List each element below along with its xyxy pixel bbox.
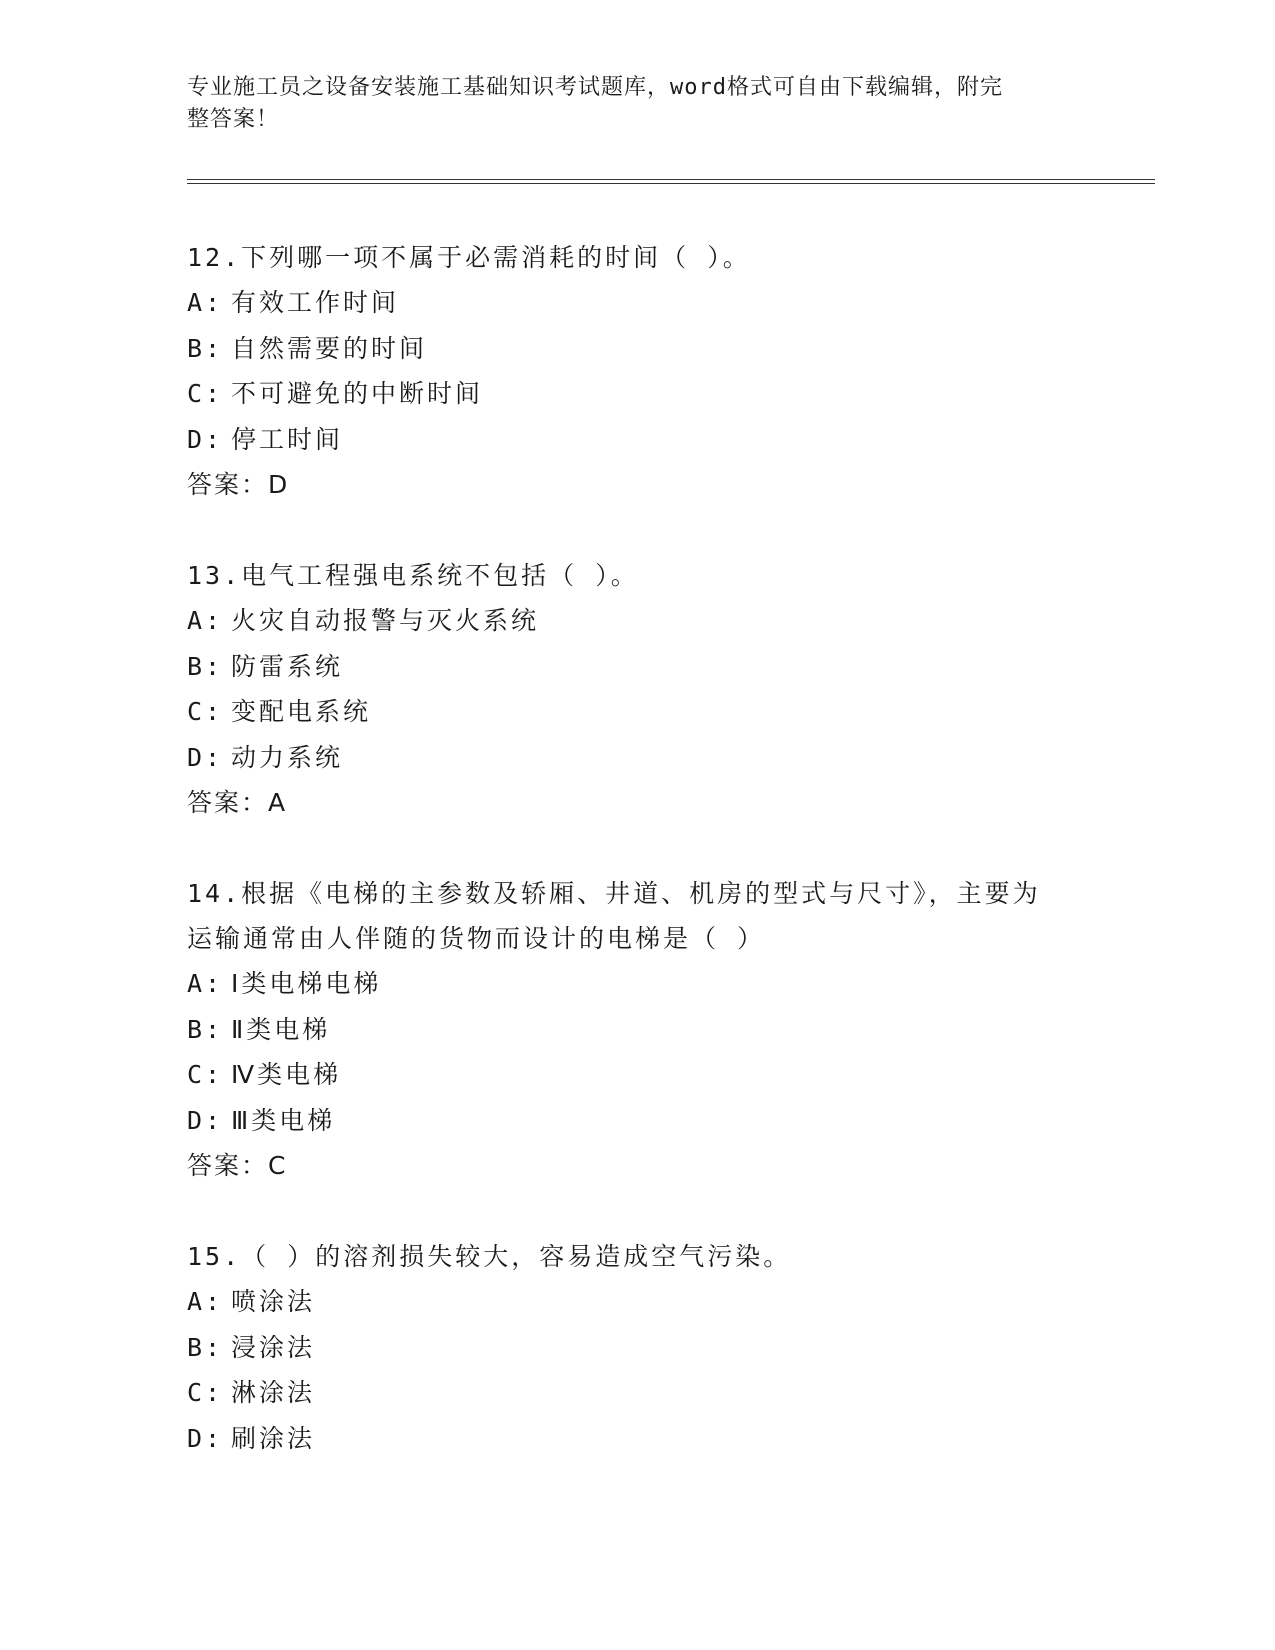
option-a <box>187 598 1087 644</box>
option-d <box>187 1098 1087 1144</box>
option-d <box>187 735 1087 781</box>
option-a <box>187 961 1087 1007</box>
option-letter: B: <box>187 333 224 363</box>
option-text: 自然需要的时间 <box>231 333 428 363</box>
option-text: 浸涂法 <box>231 1332 316 1362</box>
option-b <box>187 644 1087 690</box>
question-12 <box>187 235 1087 507</box>
option-letter: B: <box>187 1014 224 1044</box>
option-text: 防雷系统 <box>231 651 344 681</box>
option-letter: C: <box>187 1060 224 1089</box>
option-letter: C: <box>187 1378 224 1407</box>
option-letter: D: <box>187 1423 224 1453</box>
question-stem-line-2: 运输通常由人伴随的货物而设计的电梯是（ ） <box>187 924 766 953</box>
option-c <box>187 1052 1087 1098</box>
header-line-1: 专业施工员之设备安装施工基础知识考试题库，word格式可自由下载编辑，附完 <box>187 75 1003 100</box>
option-letter: A: <box>187 288 224 317</box>
question-stem <box>187 871 1087 961</box>
question-stem: 13.电气工程强电系统不包括（ ）。 <box>187 561 639 590</box>
option-c <box>187 371 1087 417</box>
header-divider-top <box>187 179 1155 180</box>
option-text: 停工时间 <box>231 424 344 454</box>
option-letter: A: <box>187 606 224 635</box>
option-letter: C: <box>187 379 224 408</box>
option-text: 不可避免的中断时间 <box>231 379 484 408</box>
option-d <box>187 1416 1087 1462</box>
option-b <box>187 1325 1087 1371</box>
option-d <box>187 417 1087 463</box>
option-text: Ⅳ类电梯 <box>231 1060 342 1089</box>
header-divider-bottom <box>187 183 1155 184</box>
option-b <box>187 326 1087 372</box>
header-line-2: 整答案！ <box>187 107 280 132</box>
question-stem: 12.下列哪一项不属于必需消耗的时间（ ）。 <box>187 243 751 272</box>
option-c <box>187 1370 1087 1416</box>
option-b <box>187 1007 1087 1053</box>
option-text: 火灾自动报警与灭火系统 <box>231 606 540 635</box>
answer-line: 答案：C <box>187 1151 288 1180</box>
option-text: 淋涂法 <box>231 1378 316 1407</box>
question-14 <box>187 871 1087 1188</box>
option-text: Ⅲ类电梯 <box>231 1105 336 1135</box>
option-text: 喷涂法 <box>231 1287 316 1316</box>
answer-line: 答案：A <box>187 788 288 817</box>
option-letter: A: <box>187 969 224 998</box>
option-text: 刷涂法 <box>231 1423 316 1453</box>
option-text: 动力系统 <box>231 742 344 772</box>
option-text: Ⅰ类电梯电梯 <box>231 969 382 998</box>
document-header <box>187 72 1067 136</box>
option-c <box>187 689 1087 735</box>
option-letter: D: <box>187 742 224 772</box>
question-15 <box>187 1234 1087 1461</box>
question-stem: 15.（ ）的溶剂损失较大，容易造成空气污染。 <box>187 1242 792 1271</box>
option-letter: A: <box>187 1287 224 1316</box>
option-letter: D: <box>187 424 224 454</box>
question-stem-line-1: 14.根据《电梯的主参数及轿厢、井道、机房的型式与尺寸》，主要为 <box>187 879 1041 908</box>
option-letter: D: <box>187 1105 224 1135</box>
option-letter: B: <box>187 651 224 681</box>
option-text: 变配电系统 <box>231 697 372 726</box>
question-13 <box>187 553 1087 825</box>
option-a <box>187 280 1087 326</box>
answer-line: 答案：D <box>187 470 290 499</box>
option-letter: B: <box>187 1332 224 1362</box>
question-list <box>187 235 1087 1507</box>
option-a <box>187 1279 1087 1325</box>
option-letter: C: <box>187 697 224 726</box>
option-text: 有效工作时间 <box>231 288 400 317</box>
option-text: Ⅱ类电梯 <box>231 1014 331 1044</box>
